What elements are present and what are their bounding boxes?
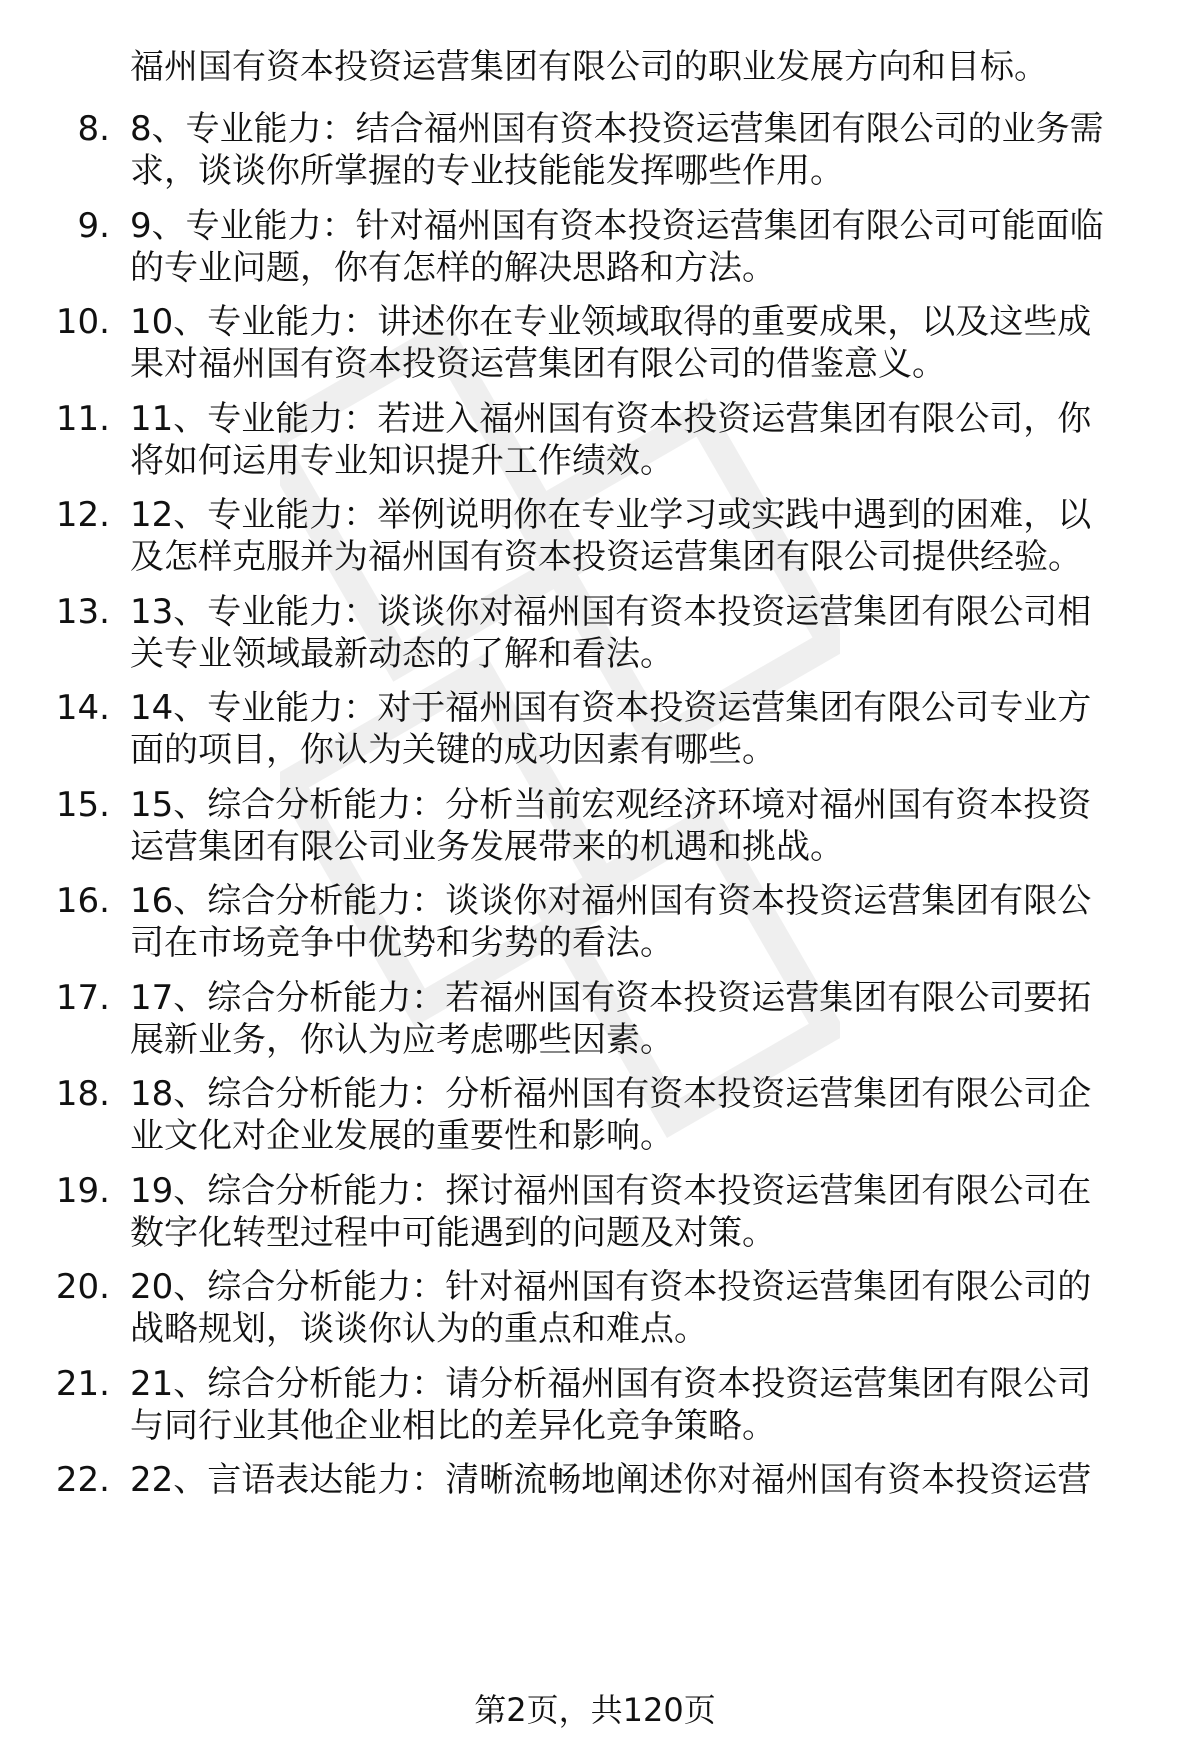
list-item-number: 16.: [55, 881, 110, 921]
list-item-number: 21.: [55, 1363, 110, 1404]
list-item-text-line: 13、专业能力：谈谈你对福州国有资本投资运营集团有限公司相: [130, 591, 1092, 632]
list-item-text-line: 展新业务，你认为应考虑哪些因素。: [130, 1019, 674, 1060]
list-item-text-line: 的专业问题，你有怎样的解决思路和方法。: [130, 247, 776, 288]
list-item-text-line: 12、专业能力：举例说明你在专业学习或实践中遇到的困难，以: [130, 495, 1092, 535]
list-item-text-line: 16、综合分析能力：谈谈你对福州国有资本投资运营集团有限公: [130, 881, 1092, 921]
list-item-text-line: 19、综合分析能力：探讨福州国有资本投资运营集团有限公司在: [130, 1170, 1092, 1211]
list-item-number: 17.: [55, 977, 110, 1018]
list-item-text-line: 22、言语表达能力：清晰流畅地阐述你对福州国有资本投资运营: [130, 1460, 1092, 1500]
list-item-text-line: 求，谈谈你所掌握的专业技能能发挥哪些作用。: [130, 151, 844, 191]
continuation-line: 福州国有资本投资运营集团有限公司的职业发展方向和目标。: [130, 47, 1048, 87]
list-item-text-line: 关专业领域最新动态的了解和看法。: [130, 633, 674, 674]
list-item-text-line: 司在市场竞争中优势和劣势的看法。: [130, 923, 674, 963]
list-item-text-line: 果对福州国有资本投资运营集团有限公司的借鉴意义。: [130, 344, 946, 384]
list-item-text-line: 数字化转型过程中可能遇到的问题及对策。: [130, 1212, 776, 1253]
list-item-text-line: 战略规划，谈谈你认为的重点和难点。: [130, 1309, 708, 1349]
list-item-number: 22.: [55, 1460, 110, 1500]
list-item-text-line: 17、综合分析能力：若福州国有资本投资运营集团有限公司要拓: [130, 977, 1092, 1018]
list-item-number: 18.: [55, 1074, 110, 1114]
list-item-text-line: 20、综合分析能力：针对福州国有资本投资运营集团有限公司的: [130, 1267, 1092, 1307]
list-item-number: 14.: [55, 688, 110, 728]
list-item-text-line: 及怎样克服并为福州国有资本投资运营集团有限公司提供经验。: [130, 537, 1082, 577]
list-item-number: 11.: [55, 398, 110, 439]
list-item-text-line: 8、专业能力：结合福州国有资本投资运营集团有限公司的业务需: [130, 109, 1104, 149]
list-item-text-line: 11、专业能力：若进入福州国有资本投资运营集团有限公司，你: [130, 398, 1092, 439]
list-item-text-line: 业文化对企业发展的重要性和影响。: [130, 1116, 674, 1156]
list-item-text-line: 18、综合分析能力：分析福州国有资本投资运营集团有限公司企: [130, 1074, 1092, 1114]
list-item-text-line: 21、综合分析能力：请分析福州国有资本投资运营集团有限公司: [130, 1363, 1092, 1404]
list-item-number: 8.: [77, 109, 110, 149]
list-item-text-line: 14、专业能力：对于福州国有资本投资运营集团有限公司专业方: [130, 688, 1092, 728]
list-item-number: 9.: [77, 205, 110, 246]
list-item-text-line: 10、专业能力：讲述你在专业领域取得的重要成果，以及这些成: [130, 302, 1092, 342]
list-item-text-line: 与同行业其他企业相比的差异化竞争策略。: [130, 1405, 776, 1446]
list-item-text-line: 将如何运用专业知识提升工作绩效。: [130, 440, 674, 481]
list-item-number: 15.: [55, 784, 110, 825]
list-item-text-line: 面的项目，你认为关键的成功因素有哪些。: [130, 730, 776, 770]
list-item-number: 19.: [55, 1170, 110, 1211]
list-item-number: 12.: [55, 495, 110, 535]
list-item-text-line: 9、专业能力：针对福州国有资本投资运营集团有限公司可能面临: [130, 205, 1104, 246]
list-item-number: 20.: [55, 1267, 110, 1307]
list-item-text-line: 15、综合分析能力：分析当前宏观经济环境对福州国有资本投资: [130, 784, 1092, 825]
page-footer: 第2页，共120页: [474, 1691, 716, 1729]
list-item-text-line: 运营集团有限公司业务发展带来的机遇和挑战。: [130, 826, 844, 867]
list-item-number: 10.: [55, 302, 110, 342]
list-item-number: 13.: [55, 591, 110, 632]
